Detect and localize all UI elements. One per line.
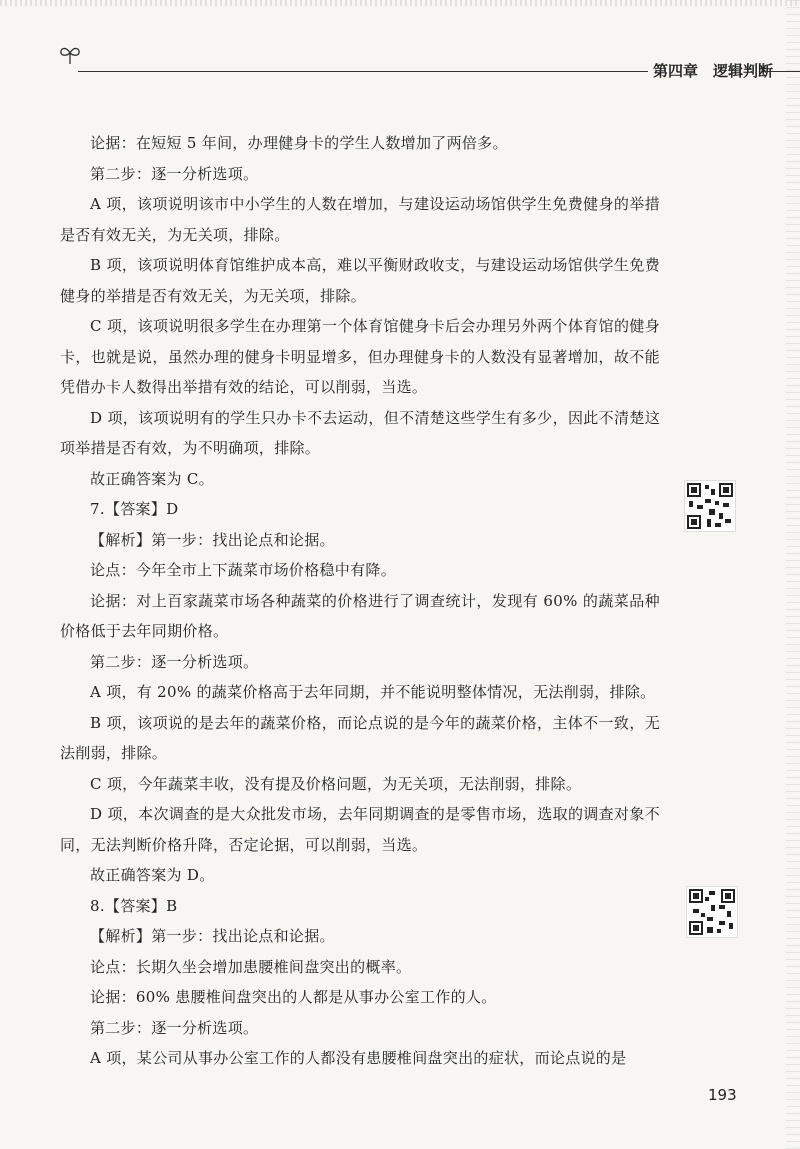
scan-noise-top	[0, 0, 800, 6]
paragraph: 故正确答案为 C。	[90, 469, 214, 488]
header-rule-right	[763, 71, 800, 72]
paragraph: B 项，该项说的是去年的蔬菜价格，而论点说的是今年的蔬菜价格，主体不一致，无法削弱，排除。	[60, 713, 660, 762]
paragraph: A 项，该项说明该市中小学生的人数在增加，与建设运动场馆供学生免费健身的举措是否有效无关，为无关项，排除。	[60, 195, 660, 244]
paragraph: D 项，该项说明有的学生只办卡不去运动，但不清楚这些学生有多少，因此不清楚这项举措是否有效，为不明确项，排除。	[60, 408, 660, 457]
qr-code-icon[interactable]	[684, 480, 736, 532]
paragraph: 论点：今年全市上下蔬菜市场价格稳中有降。	[90, 561, 397, 579]
paragraph: 故正确答案为 D。	[90, 866, 215, 884]
sprout-icon	[58, 44, 82, 66]
paragraph: A 项，有 20% 的蔬菜价格高于去年同期，并不能说明整体情况，无法削弱，排除。	[90, 683, 656, 701]
paragraph: 论据：对上百家蔬菜市场各种蔬菜的价格进行了调查统计，发现有 60% 的蔬菜品种价格低于去年同期价格。	[60, 591, 660, 640]
chapter-title: 第四章 逻辑判断	[653, 62, 774, 80]
page-number: 193	[708, 1086, 737, 1104]
page-header	[58, 44, 800, 84]
body-text	[60, 128, 660, 1074]
paragraph: 第二步：逐一分析选项。	[90, 1018, 259, 1037]
paragraph: 论点：长期久坐会增加患腰椎间盘突出的概率。	[90, 957, 412, 976]
answer-heading: 8.【答案】B	[90, 896, 178, 915]
paragraph: C 项，今年蔬菜丰收，没有提及价格问题，为无关项，无法削弱，排除。	[90, 774, 582, 793]
paragraph: 论据：在短短 5 年间，办理健身卡的学生人数增加了两倍多。	[90, 134, 508, 152]
qr-code-icon[interactable]	[686, 886, 738, 938]
analysis-heading: 【解析】第一步：找出论点和论据。	[90, 927, 335, 945]
paragraph: B 项，该项说明体育馆维护成本高，难以平衡财政收支，与建设运动场馆供学生免费健身的举措是否有效无关，为无关项，排除。	[60, 256, 660, 305]
analysis-heading: 【解析】第一步：找出论点和论据。	[90, 530, 335, 549]
scan-edge-right	[786, 0, 800, 1149]
paragraph: 论据：60% 患腰椎间盘突出的人都是从事办公室工作的人。	[90, 988, 497, 1006]
paragraph: D 项，本次调查的是大众批发市场，去年同期调查的是零售市场，选取的调查对象不同，无法判断价格升降，否定论据，可以削弱，当选。	[60, 805, 660, 854]
paragraph: C 项，该项说明很多学生在办理第一个体育馆健身卡后会办理另外两个体育馆的健身卡，也就是说，虽然办理的健身卡明显增多，但办理健身卡的人数没有显著增加，故不能凭借办卡人数得出举措有效的结论，可以削弱，当选。	[60, 317, 660, 396]
paragraph: 第二步：逐一分析选项。	[90, 164, 259, 183]
paragraph: A 项，某公司从事办公室工作的人都没有患腰椎间盘突出的症状，而论点说的是	[90, 1049, 627, 1067]
answer-heading: 7.【答案】D	[90, 500, 179, 518]
paragraph: 第二步：逐一分析选项。	[90, 652, 259, 671]
header-rule-left	[78, 71, 648, 72]
